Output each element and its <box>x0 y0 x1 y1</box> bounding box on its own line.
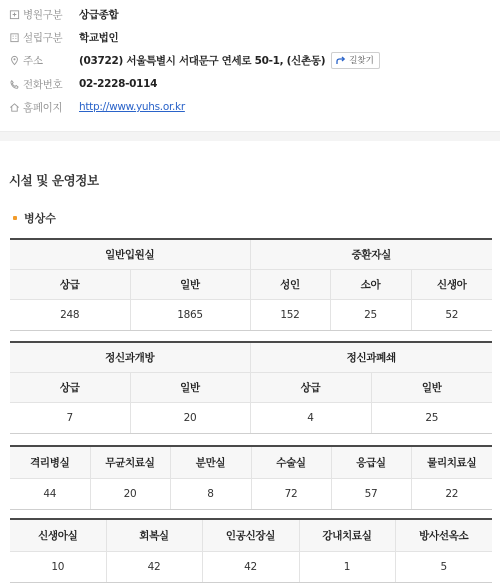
table-cell: 1 <box>299 551 395 582</box>
table-cell: 8 <box>170 478 251 509</box>
table-cell: 20 <box>130 402 250 433</box>
table-group-header: 중환자실 <box>250 239 492 269</box>
table-cell: 7 <box>10 402 130 433</box>
table-group-header: 정신과폐쇄 <box>250 342 492 372</box>
table-header: 방사선옥소 <box>395 519 492 551</box>
table-header: 성인 <box>250 269 330 299</box>
phone-icon <box>8 78 20 90</box>
location-pin-icon <box>8 54 20 66</box>
table-cell: 42 <box>202 551 299 582</box>
table-header: 격리병실 <box>10 446 90 478</box>
building-icon <box>8 31 20 43</box>
info-label: 설립구분 <box>23 31 63 44</box>
table-header: 상급 <box>10 269 130 299</box>
share-arrow-icon <box>336 56 346 65</box>
info-value: 상급종합 <box>79 8 119 21</box>
table-cell: 52 <box>411 299 492 330</box>
info-value: 학교법인 <box>79 31 119 44</box>
table-cell: 42 <box>106 551 202 582</box>
table-group-header: 정신과개방 <box>10 342 250 372</box>
table-header: 소아 <box>330 269 411 299</box>
table-cell: 4 <box>250 402 371 433</box>
directions-label: 길찾기 <box>349 56 374 66</box>
beds-table-1 <box>10 238 492 331</box>
info-value: 02-2228-0114 <box>79 78 158 90</box>
section-divider <box>0 131 500 141</box>
info-row-homepage <box>8 97 185 117</box>
table-header: 일반 <box>371 372 492 402</box>
info-label: 홈페이지 <box>23 101 63 114</box>
table-header: 신생아실 <box>10 519 106 551</box>
table-header: 회복실 <box>106 519 202 551</box>
info-row-establish <box>8 27 118 47</box>
info-value: (03722) 서울특별시 서대문구 연세로 50-1, (신촌동) <box>79 54 326 67</box>
hospital-info <box>0 0 500 128</box>
table-header: 일반 <box>130 372 250 402</box>
hospital-icon <box>8 8 20 20</box>
home-icon <box>8 101 20 113</box>
table-header: 분만실 <box>170 446 251 478</box>
table-cell: 5 <box>395 551 492 582</box>
table-cell: 72 <box>251 478 331 509</box>
table-header: 상급 <box>250 372 371 402</box>
table-header: 물리치료실 <box>411 446 492 478</box>
table-cell: 1865 <box>130 299 250 330</box>
table-cell: 20 <box>90 478 170 509</box>
table-cell: 44 <box>10 478 90 509</box>
beds-table-2 <box>10 341 492 434</box>
table-header: 무균치료실 <box>90 446 170 478</box>
subhead-beds: 병상수 <box>24 212 56 225</box>
info-label: 전화번호 <box>23 78 63 91</box>
info-row-address <box>8 50 380 70</box>
table-header: 인공신장실 <box>202 519 299 551</box>
bullet-icon <box>13 216 17 220</box>
section-title: 시설 및 운영정보 <box>9 173 99 188</box>
table-header: 일반 <box>130 269 250 299</box>
beds-table-3 <box>10 445 492 510</box>
table-header: 신생아 <box>411 269 492 299</box>
info-row-phone <box>8 74 157 94</box>
table-cell: 57 <box>331 478 411 509</box>
info-label: 병원구분 <box>23 8 63 21</box>
table-header: 상급 <box>10 372 130 402</box>
table-group-header: 일반입원실 <box>10 239 250 269</box>
table-cell: 25 <box>371 402 492 433</box>
table-header: 응급실 <box>331 446 411 478</box>
table-cell: 25 <box>330 299 411 330</box>
info-row-type <box>8 4 118 24</box>
homepage-link[interactable]: http://www.yuhs.or.kr <box>79 101 185 113</box>
table-cell: 10 <box>10 551 106 582</box>
table-cell: 22 <box>411 478 492 509</box>
info-label: 주소 <box>23 54 43 67</box>
table-cell: 248 <box>10 299 130 330</box>
table-cell: 152 <box>250 299 330 330</box>
beds-table-4 <box>10 518 492 583</box>
table-header: 강내치료실 <box>299 519 395 551</box>
table-header: 수술실 <box>251 446 331 478</box>
directions-button[interactable] <box>331 52 380 69</box>
